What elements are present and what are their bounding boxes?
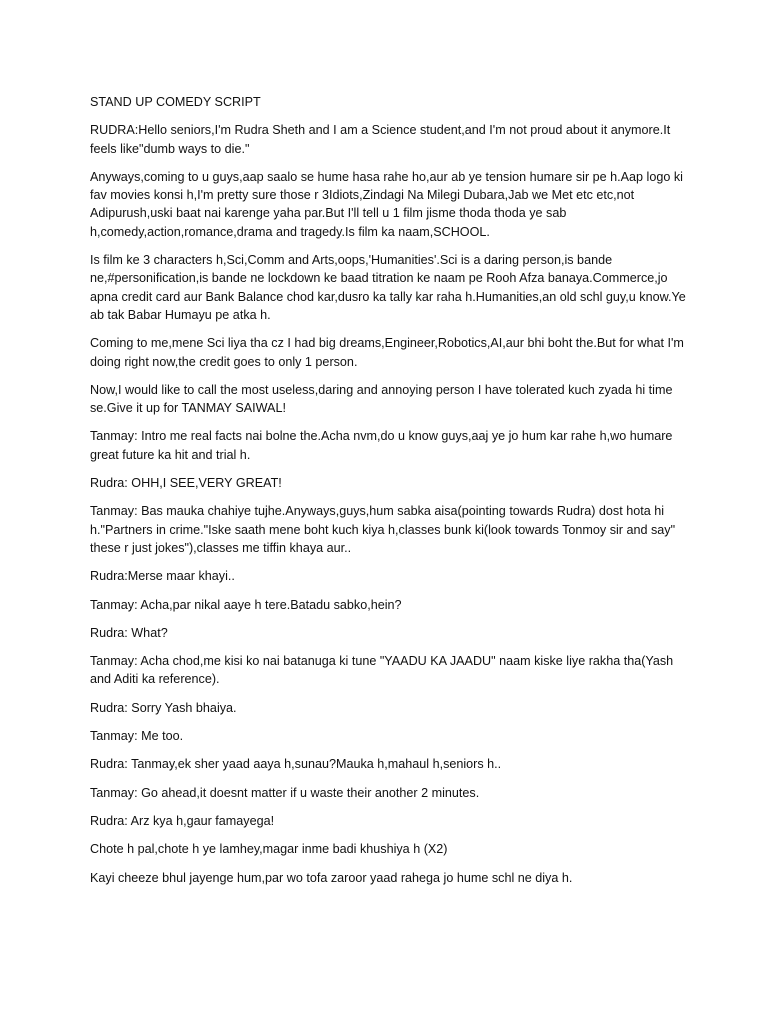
paragraph-anyways: Anyways,coming to u guys,aap saalo se hume hasa rahe ho,aur ab ye tension humare sir pe h.Aap logo ki fav movies konsi h,I'm pretty sure those r 3Idiots,Zindagi Na Milegi Dubara,Jab we Met etc etc,not Adipurush,uski baat nai karenge yaha par.But I'll tell u 1 film jisme thoda thoda ye sab h,comedy,action,romance,drama and tragedy.Is film ka naam,SCHOOL. [90,169,683,239]
paragraph-tanmay-go-ahead: Tanmay: Go ahead,it doesnt matter if u waste their another 2 minutes. [90,785,480,800]
paragraph-tanmay-partners: Tanmay: Bas mauka chahiye tujhe.Anyways,guys,hum sabka aisa(pointing towards Rudra) dost hota hi h."Partners in crime."Iske saath mene boht kuch kiya h,classes bunk ki(look towards Tonmoy sir and say" these r just jokes"),classes me tiffin khaya aur.. [90,504,676,555]
document-title: STAND UP COMEDY SCRIPT [90,95,261,109]
paragraph-rudra-merse: Rudra:Merse maar khayi.. [90,569,235,584]
paragraph-film-characters: Is film ke 3 characters h,Sci,Comm and Arts,oops,'Humanities'.Sci is a daring person,is bande ne,#personification,is bande ne lockdown ke baad titration ke naam pe Rooh Afza banaya.Commerce,jo apna credit card aur Bank Balance chod kar,dusro ka tally kar raha h.Humanities,an old schl guy,u know.Ye ab tak Babar Humayu pe atka h. [90,253,686,322]
paragraph-rudra-ohh: Rudra: OHH,I SEE,VERY GREAT! [90,476,282,491]
paragraph-rudra-arz: Rudra: Arz kya h,gaur famayega! [90,813,275,828]
paragraph-poem-line-2: Kayi cheeze bhul jayenge hum,par wo tofa zaroor yaad rahega jo hume schl ne diya h. [90,870,573,885]
paragraph-tanmay-yaadu: Tanmay: Acha chod,me kisi ko nai batanuga ki tune "YAADU KA JAADU" naam kiske liye rakha tha(Yash and Aditi ka reference). [90,654,674,687]
paragraph-call-tanmay: Now,I would like to call the most useless,daring and annoying person I have tolerated kuch zyada hi time se.Give it up for TANMAY SAIWAL! [90,382,673,416]
paragraph-tanmay-intro: Tanmay: Intro me real facts nai bolne the.Acha nvm,do u know guys,aaj ye jo hum kar rahe h,wo humare great future ka hit and trial h. [90,429,673,462]
script-body [90,93,690,897]
paragraph-coming-to-me: Coming to me,mene Sci liya tha cz I had big dreams,Engineer,Robotics,AI,aur bhi boht the.But for what I'm doing right now,the credit goes to only 1 person. [90,336,684,369]
paragraph-tanmay-batadu: Tanmay: Acha,par nikal aaye h tere.Batadu sabko,hein? [90,597,402,612]
paragraph-rudra-sorry: Rudra: Sorry Yash bhaiya. [90,700,237,715]
paragraph-rudra-sher: Rudra: Tanmay,ek sher yaad aaya h,sunau?Mauka h,mahaul h,seniors h.. [90,757,502,772]
paragraph-tanmay-me-too: Tanmay: Me too. [90,729,184,744]
paragraph-rudra-what: Rudra: What? [90,625,168,640]
paragraph-poem-line-1: Chote h pal,chote h ye lamhey,magar inme badi khushiya h (X2) [90,842,448,857]
paragraph-rudra-intro: RUDRA:Hello seniors,I'm Rudra Sheth and I am a Science student,and I'm not proud about it anymore.It feels like"dumb ways to die." [90,123,671,156]
